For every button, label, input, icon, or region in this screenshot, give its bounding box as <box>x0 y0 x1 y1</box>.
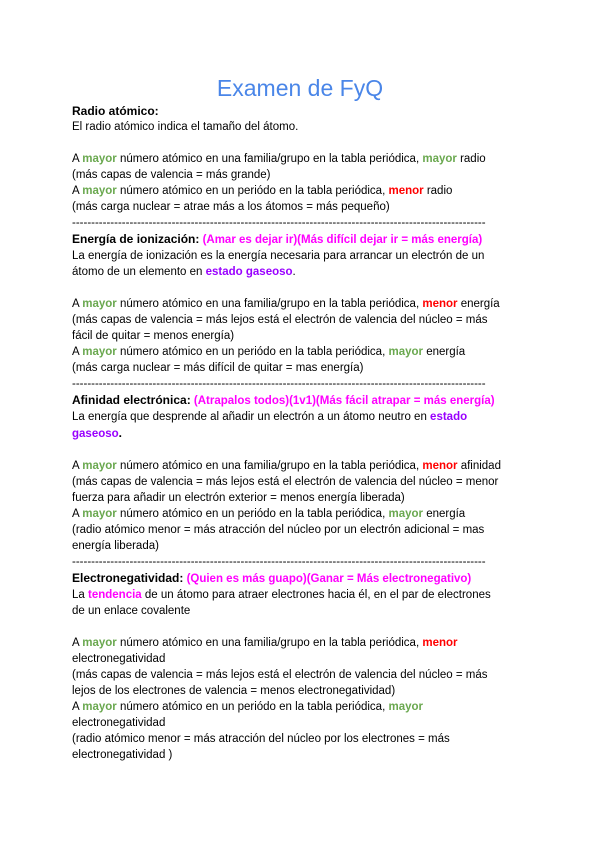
mnemonic: (Atrapalos todos)(1v1)(Más fácil atrapar = más energía) <box>193 395 495 407</box>
section-heading: Electronegatividad: <box>72 571 184 585</box>
text: átomo de un elemento en <box>72 266 206 278</box>
heading-row <box>72 570 530 587</box>
keyword-mayor: mayor <box>422 153 457 165</box>
mnemonic: (Amar es dejar ir)(Más difícil dejar ir = más energía) <box>202 234 483 246</box>
explanation: lejos de los electrones de valencia = menos electronegatividad) <box>72 685 396 697</box>
explanation: fácil de quitar = menos energía) <box>72 330 235 342</box>
text: A <box>72 346 83 358</box>
text: A <box>72 637 83 649</box>
rule-group <box>72 296 530 312</box>
explanation: (más capas de valencia = más lejos está el electrón de valencia del núcleo = más <box>72 314 488 326</box>
keyword-gaseoso: gaseoso <box>72 428 119 440</box>
definition: La energía de ionización es la energía necesaria para arrancar un electrón de un <box>72 250 485 262</box>
text: La energía que desprende al añadir un electrón a un átomo neutro en <box>72 411 431 423</box>
keyword-tendencia: tendencia <box>88 589 142 601</box>
keyword-mayor: mayor <box>388 701 423 713</box>
separator-line: ------------------------------------------------------------------------------------------------------------ <box>72 217 486 229</box>
text: afinidad <box>457 460 501 472</box>
explanation: (radio atómico menor = más atracción del núcleo por los electrones = más <box>72 733 450 745</box>
text: número atómico en un periódo en la tabla periódica, <box>116 508 389 520</box>
rule-period <box>72 183 530 199</box>
rule-group <box>72 458 530 474</box>
keyword-mayor: mayor <box>82 153 117 165</box>
explanation: energía liberada) <box>72 540 159 552</box>
explanation: (más capas de valencia = más lejos está el electrón de valencia del núcleo = más <box>72 669 488 681</box>
explanation: electronegatividad <box>72 653 166 665</box>
section-energia-ionizacion <box>72 231 530 376</box>
explanation: (más capas de valencia = más grande) <box>72 169 271 181</box>
rule-period <box>72 344 530 360</box>
text: de un átomo para atraer electrones hacia él, en el par de electrones <box>141 589 491 601</box>
text: A <box>72 185 83 197</box>
text: La <box>72 589 88 601</box>
document-body <box>72 103 530 763</box>
rule-period <box>72 506 530 522</box>
separator-line: ------------------------------------------------------------------------------------------------------------ <box>72 556 486 568</box>
text: . <box>118 426 123 440</box>
explanation: (más carga nuclear = atrae más a los átomos = más pequeño) <box>72 201 390 213</box>
definition-cont <box>72 425 530 442</box>
definition <box>72 409 530 425</box>
text: A <box>72 460 83 472</box>
explanation: (más carga nuclear = más difícil de quitar = mas energía) <box>72 362 364 374</box>
separator-line: ------------------------------------------------------------------------------------------------------------ <box>72 378 486 390</box>
explanation: fuerza para añadir un electrón exterior = menos energía liberada) <box>72 492 405 504</box>
keyword-estado: estado <box>430 411 468 423</box>
section-afinidad-electronica <box>72 392 530 554</box>
definition: El radio atómico indica el tamaño del átomo. <box>72 121 299 133</box>
text: . <box>292 266 296 278</box>
keyword-menor: menor <box>422 298 458 310</box>
explanation: (más capas de valencia = más lejos está el electrón de valencia del núcleo = menor <box>72 476 499 488</box>
keyword-menor: menor <box>422 460 458 472</box>
section-heading: Energía de ionización: <box>72 232 200 246</box>
section-heading: Afinidad electrónica: <box>72 393 191 407</box>
text: número atómico en una familia/grupo en la tabla periódica, <box>116 637 423 649</box>
rule-period <box>72 699 530 715</box>
text: A <box>72 298 83 310</box>
explanation: electronegatividad ) <box>72 749 173 761</box>
text: A <box>72 508 83 520</box>
text: energía <box>423 346 466 358</box>
keyword-mayor: mayor <box>82 701 117 713</box>
definition-cont <box>72 264 530 280</box>
keyword-mayor: mayor <box>82 346 117 358</box>
section-electronegatividad <box>72 570 530 763</box>
keyword-mayor: mayor <box>388 508 423 520</box>
section-radio-atomico <box>72 103 530 215</box>
text: número atómico en un periódo en la tabla periódica, <box>116 185 389 197</box>
explanation: (radio atómico menor = más atracción del núcleo por un electrón adicional = mas <box>72 524 485 536</box>
text: número atómico en un periódo en la tabla periódica, <box>116 701 389 713</box>
keyword-mayor: mayor <box>82 508 117 520</box>
keyword-mayor: mayor <box>82 185 117 197</box>
text: A <box>72 153 83 165</box>
mnemonic: (Quien es más guapo)(Ganar = Más electronegativo) <box>186 573 472 585</box>
keyword-mayor: mayor <box>82 460 117 472</box>
keyword-mayor: mayor <box>388 346 423 358</box>
keyword-estado-gaseoso: estado gaseoso <box>205 266 293 278</box>
section-heading: Radio atómico: <box>72 104 159 118</box>
heading-row <box>72 231 530 248</box>
keyword-menor: menor <box>388 185 424 197</box>
rule-group <box>72 635 530 651</box>
spacer <box>72 135 530 151</box>
spacer <box>72 280 530 296</box>
text: número atómico en una familia/grupo en la tabla periódica, <box>116 298 423 310</box>
text: energía <box>457 298 500 310</box>
keyword-mayor: mayor <box>82 298 117 310</box>
page-title: Examen de FyQ <box>216 75 384 101</box>
text: A <box>72 701 83 713</box>
text: energía <box>423 508 466 520</box>
definition <box>72 587 530 603</box>
rule-group <box>72 151 530 167</box>
keyword-mayor: mayor <box>82 637 117 649</box>
spacer <box>72 619 530 635</box>
spacer <box>72 442 530 458</box>
text: número atómico en una familia/grupo en la tabla periódica, <box>116 153 423 165</box>
heading-row <box>72 392 530 409</box>
definition-cont: de un enlace covalente <box>72 605 191 617</box>
explanation: electronegatividad <box>72 717 166 729</box>
text: número atómico en un periódo en la tabla periódica, <box>116 346 389 358</box>
text: número atómico en una familia/grupo en la tabla periódica, <box>116 460 423 472</box>
keyword-menor: menor <box>422 637 458 649</box>
text: radio <box>456 153 486 165</box>
text: radio <box>423 185 453 197</box>
